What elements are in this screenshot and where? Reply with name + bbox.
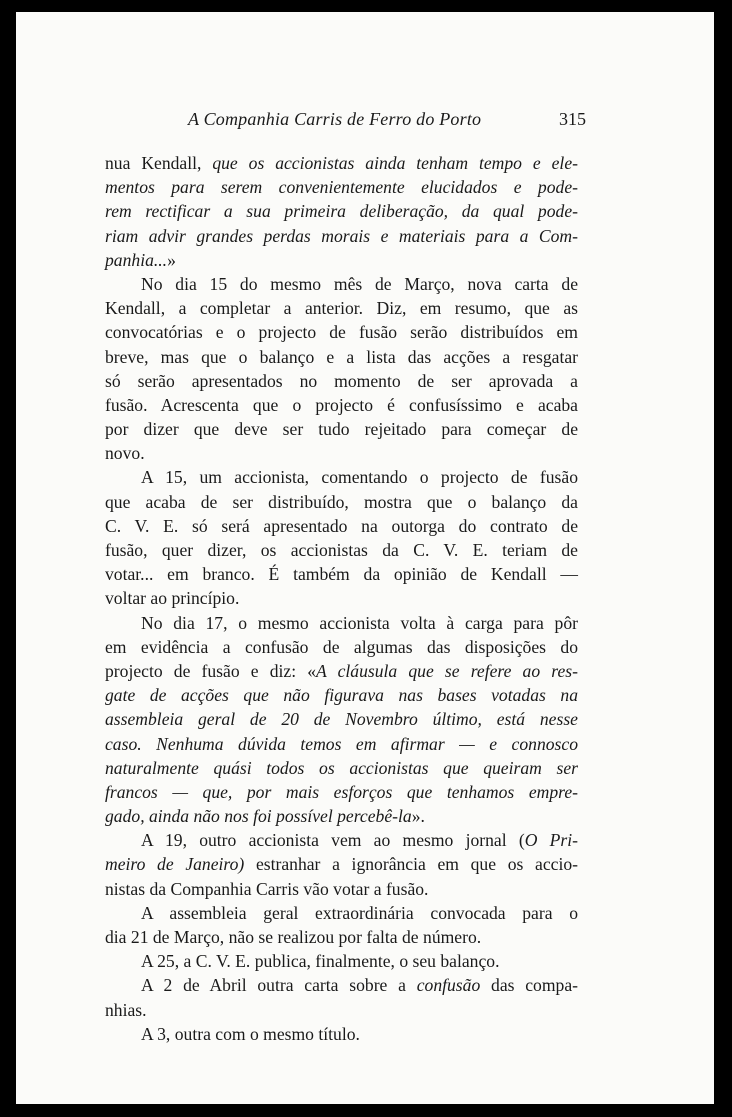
text-line: gate de acções que não figurava nas bases votadas na bbox=[105, 685, 578, 706]
text-line: nhias. bbox=[105, 999, 147, 1020]
text-line: C. V. E. só será apresentado na outorga do contrato de bbox=[105, 515, 578, 536]
text-line: dia 21 de Março, não se realizou por falta de número. bbox=[105, 927, 482, 947]
text-line: assembleia geral de 20 de Novembro último, está nesse bbox=[105, 709, 578, 730]
text-line: fusão, quer dizer, os accionistas da C. V. E. teriam de bbox=[105, 540, 578, 560]
text-line: votar... em branco. É também da opinião de Kendall — bbox=[105, 564, 578, 585]
text-line: mentos para serem convenientemente elucidados e pode- bbox=[105, 177, 578, 198]
text-line: voltar ao princípio. bbox=[105, 588, 240, 609]
paragraph-start: A assembleia geral extraordinária convocada para o bbox=[141, 902, 578, 923]
text-line: meiro de Janeiro) estranhar a ignorância em que os accio- bbox=[105, 854, 578, 875]
paragraph-start: No dia 15 do mesmo mês de Março, nova carta de bbox=[141, 273, 578, 294]
text-line: projecto de fusão e diz: «A cláusula que se refere ao res- bbox=[105, 660, 578, 681]
paragraph-start: No dia 17, o mesmo accionista volta à carga para pôr bbox=[141, 612, 578, 633]
text-line: gado, ainda não nos foi possível percebê-la». bbox=[105, 806, 425, 827]
text-line: só serão apresentados no momento de ser aprovada a bbox=[105, 370, 578, 391]
text-line: por dizer que deve ser tudo rejeitado para começar de bbox=[105, 419, 578, 440]
paragraph-start: A 15, um accionista, comentando o projecto de fusão bbox=[141, 467, 578, 488]
body-text bbox=[105, 151, 578, 1046]
text-line: em evidência a confusão de algumas das disposições do bbox=[105, 636, 578, 657]
running-title: A Companhia Carris de Ferro do Porto bbox=[188, 109, 482, 129]
text-line: convocatórias e o projecto de fusão serão distribuídos em bbox=[105, 322, 578, 343]
text-line: que acaba de ser distribuído, mostra que o balanço da bbox=[105, 491, 578, 512]
text-line: nua Kendall, que os accionistas ainda tenham tempo e ele- bbox=[105, 153, 578, 173]
text-line: novo. bbox=[105, 443, 145, 464]
paragraph-start: A 3, outra com o mesmo título. bbox=[141, 1023, 360, 1044]
paragraph-start: A 2 de Abril outra carta sobre a confusão das compa- bbox=[141, 975, 578, 996]
text-line: Kendall, a completar a anterior. Diz, em resumo, que as bbox=[105, 298, 578, 319]
text-line: panhia...» bbox=[105, 249, 176, 270]
text-line: naturalmente quási todos os accionistas que queiram ser bbox=[105, 757, 578, 778]
text-line: rem rectificar a sua primeira deliberação, da qual pode- bbox=[105, 201, 578, 222]
text-line: riam advir grandes perdas morais e materiais para a Com- bbox=[105, 225, 578, 246]
book-page bbox=[16, 12, 714, 1104]
text-line: fusão. Acrescenta que o projecto é confusíssimo e acaba bbox=[105, 394, 578, 415]
paragraph-start: A 25, a C. V. E. publica, finalmente, o seu balanço. bbox=[141, 951, 500, 972]
text-line: caso. Nenhuma dúvida temos em afirmar — e connosco bbox=[105, 733, 578, 754]
paragraph-start: A 19, outro accionista vem ao mesmo jornal (O Pri- bbox=[141, 830, 578, 851]
text-line: breve, mas que o balanço e a lista das acções a resgatar bbox=[105, 346, 578, 367]
text-line: francos — que, por mais esforços que tenhamos empre- bbox=[105, 781, 578, 802]
page-number: 315 bbox=[559, 109, 586, 129]
text-line: nistas da Companhia Carris vão votar a fusão. bbox=[105, 878, 429, 899]
